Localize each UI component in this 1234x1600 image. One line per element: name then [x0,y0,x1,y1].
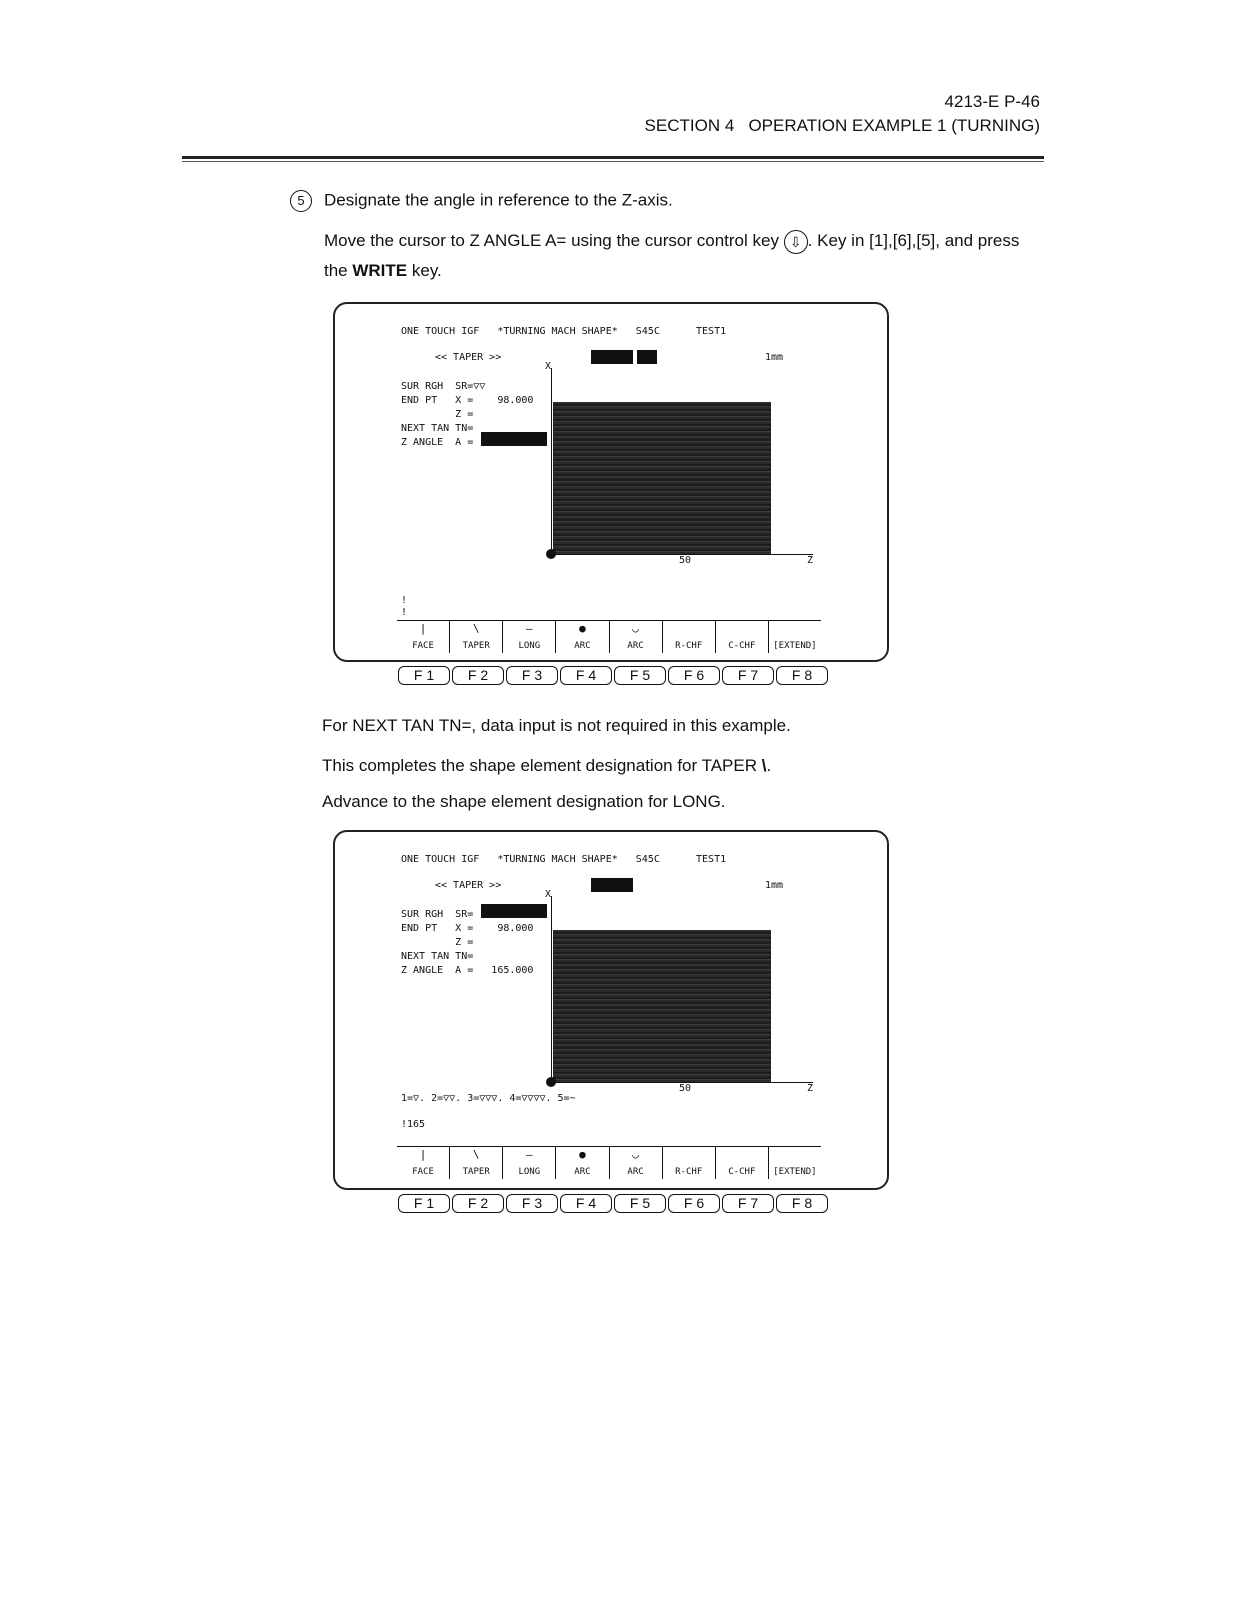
instruction-text-b: . Key in [1],[6],[5], and press [807,231,1020,250]
instruction-text-c: the [324,261,353,280]
fn-long[interactable] [502,1147,555,1179]
end-pt-x-field[interactable]: END PT X = 98.000 [401,395,534,406]
fn-c-chf[interactable] [715,1147,768,1179]
face-icon: | [419,1148,427,1161]
next-tan-field[interactable]: NEXT TAN TN= [401,951,474,962]
fn-label: TAPER [462,1167,490,1177]
f5-key[interactable]: F 5 [614,666,666,685]
input-line[interactable]: !165 [401,1119,426,1130]
fn-arc-convex[interactable] [555,1147,608,1179]
f1-key[interactable]: F 1 [398,666,450,685]
unit-label: 1mm [765,352,784,363]
fn-face[interactable] [397,1147,449,1179]
x-axis [551,896,552,1086]
instruction-text-d: key. [407,261,442,280]
header-rule-thin [182,161,1044,162]
taper-icon: \ [472,1148,480,1161]
fn-label: LONG [518,1167,541,1177]
fn-label: ARC [627,641,644,651]
message-line: ! [401,595,408,606]
message-line: 1=▽. 2=▽▽. 3=▽▽▽. 4=▽▽▽▽. 5=~ [401,1093,576,1104]
fn-r-chf[interactable] [662,1147,715,1179]
taper-indicator-icon [637,350,657,364]
f1-key[interactable]: F 1 [398,1194,450,1213]
f7-key[interactable]: F 7 [722,666,774,685]
fn-face[interactable] [397,621,449,653]
origin-marker [546,549,556,559]
note-completes-text: This completes the shape element designation for TAPER [322,756,757,775]
end-pt-z-field[interactable]: Z = [401,409,474,420]
tick-50: 50 [679,555,692,566]
f5-key[interactable]: F 5 [614,1194,666,1213]
fn-long[interactable] [502,621,555,653]
fn-extend[interactable] [768,1147,821,1179]
fn-label: ARC [574,1167,591,1177]
cursor-block[interactable] [481,432,547,446]
long-icon: — [526,622,533,635]
screen-2 [333,830,889,1190]
taper-glyph-icon: \ [761,756,767,775]
fn-label: C-CHF [728,1167,756,1177]
taper-icon: \ [472,622,480,635]
arc-convex-icon: ● [579,1148,586,1161]
arc-concave-icon: ◡ [632,1148,639,1161]
fn-label: TAPER [462,641,490,651]
function-bar [397,1146,821,1179]
x-axis-label: X [545,361,552,372]
fn-label: [EXTEND] [773,1167,817,1177]
fkey-row-2 [398,1194,828,1213]
fn-extend[interactable] [768,621,821,653]
mode-label: << TAPER >> [435,352,502,363]
f4-key[interactable]: F 4 [560,1194,612,1213]
end-pt-x-field[interactable]: END PT X = 98.000 [401,923,534,934]
z-angle-field[interactable]: Z ANGLE A = [401,437,474,448]
fn-label: R-CHF [675,641,703,651]
instruction-text-a: Move the cursor to Z ANGLE A= using the cursor control key [324,231,779,250]
fn-label: R-CHF [675,1167,703,1177]
mode-highlight [591,878,633,892]
sur-rgh-field[interactable]: SUR RGH SR= [401,909,474,920]
screen-title: ONE TOUCH IGF *TURNING MACH SHAPE* S45C TEST1 [401,326,727,337]
f6-key[interactable]: F 6 [668,666,720,685]
f6-key[interactable]: F 6 [668,1194,720,1213]
section-title: SECTION 4 OPERATION EXAMPLE 1 (TURNING) [644,116,1040,135]
graphic-area [553,402,771,554]
fn-label: ARC [627,1167,644,1177]
f8-key[interactable]: F 8 [776,1194,828,1213]
screen-title: ONE TOUCH IGF *TURNING MACH SHAPE* S45C TEST1 [401,854,727,865]
f2-key[interactable]: F 2 [452,666,504,685]
fn-arc-concave[interactable] [609,1147,662,1179]
doc-code: 4213-E P-46 [944,92,1040,111]
step-heading [290,190,673,212]
f7-key[interactable]: F 7 [722,1194,774,1213]
header-rule [182,156,1044,159]
fn-arc-convex[interactable] [555,621,608,653]
input-line[interactable]: ! [401,607,408,618]
note-completes-end: . [766,756,772,775]
mode-highlight [591,350,633,364]
z-axis-label: Z [807,555,814,566]
arc-concave-icon: ◡ [632,622,639,635]
note-next-tan: For NEXT TAN TN=, data input is not required in this example. [322,716,791,735]
x-axis [551,368,552,558]
unit-label: 1mm [765,880,784,891]
write-key-label: WRITE [352,261,408,280]
note-advance: Advance to the shape element designation for LONG. [322,792,726,811]
fn-label: C-CHF [728,641,756,651]
step-instruction [324,226,1054,286]
f3-key[interactable]: F 3 [506,1194,558,1213]
z-axis-label: Z [807,1083,814,1094]
fn-label: FACE [412,641,434,651]
tick-50: 50 [679,1083,692,1094]
cursor-block[interactable] [481,904,547,918]
arc-convex-icon: ● [579,622,586,635]
f4-key[interactable]: F 4 [560,666,612,685]
end-pt-z-field[interactable]: Z = [401,937,474,948]
screen-1 [333,302,889,662]
fn-taper[interactable] [449,1147,502,1179]
next-tan-field[interactable]: NEXT TAN TN= [401,423,474,434]
arrow-down-circle-icon: ⇩ [784,230,808,254]
long-icon: — [526,1148,533,1161]
f8-key[interactable]: F 8 [776,666,828,685]
function-bar [397,620,821,653]
origin-marker [546,1077,556,1087]
graphic-area [553,930,771,1082]
f2-key[interactable]: F 2 [452,1194,504,1213]
fn-label: LONG [518,641,541,651]
f3-key[interactable]: F 3 [506,666,558,685]
note-completes [322,756,771,776]
fn-label: ARC [574,641,591,651]
step-title: Designate the angle in reference to the Z-axis. [324,190,673,210]
fkey-row-1 [398,666,828,685]
fn-r-chf[interactable] [662,621,715,653]
sur-rgh-field[interactable]: SUR RGH SR=▽▽ [401,381,486,392]
fn-label: [EXTEND] [773,641,817,651]
face-icon: | [419,622,427,635]
fn-c-chf[interactable] [715,621,768,653]
fn-label: FACE [412,1167,434,1177]
fn-taper[interactable] [449,621,502,653]
x-axis-label: X [545,889,552,900]
mode-label: << TAPER >> [435,880,502,891]
z-angle-field[interactable]: Z ANGLE A = 165.000 [401,965,534,976]
fn-arc-concave[interactable] [609,621,662,653]
step-number: 5 [290,190,312,212]
